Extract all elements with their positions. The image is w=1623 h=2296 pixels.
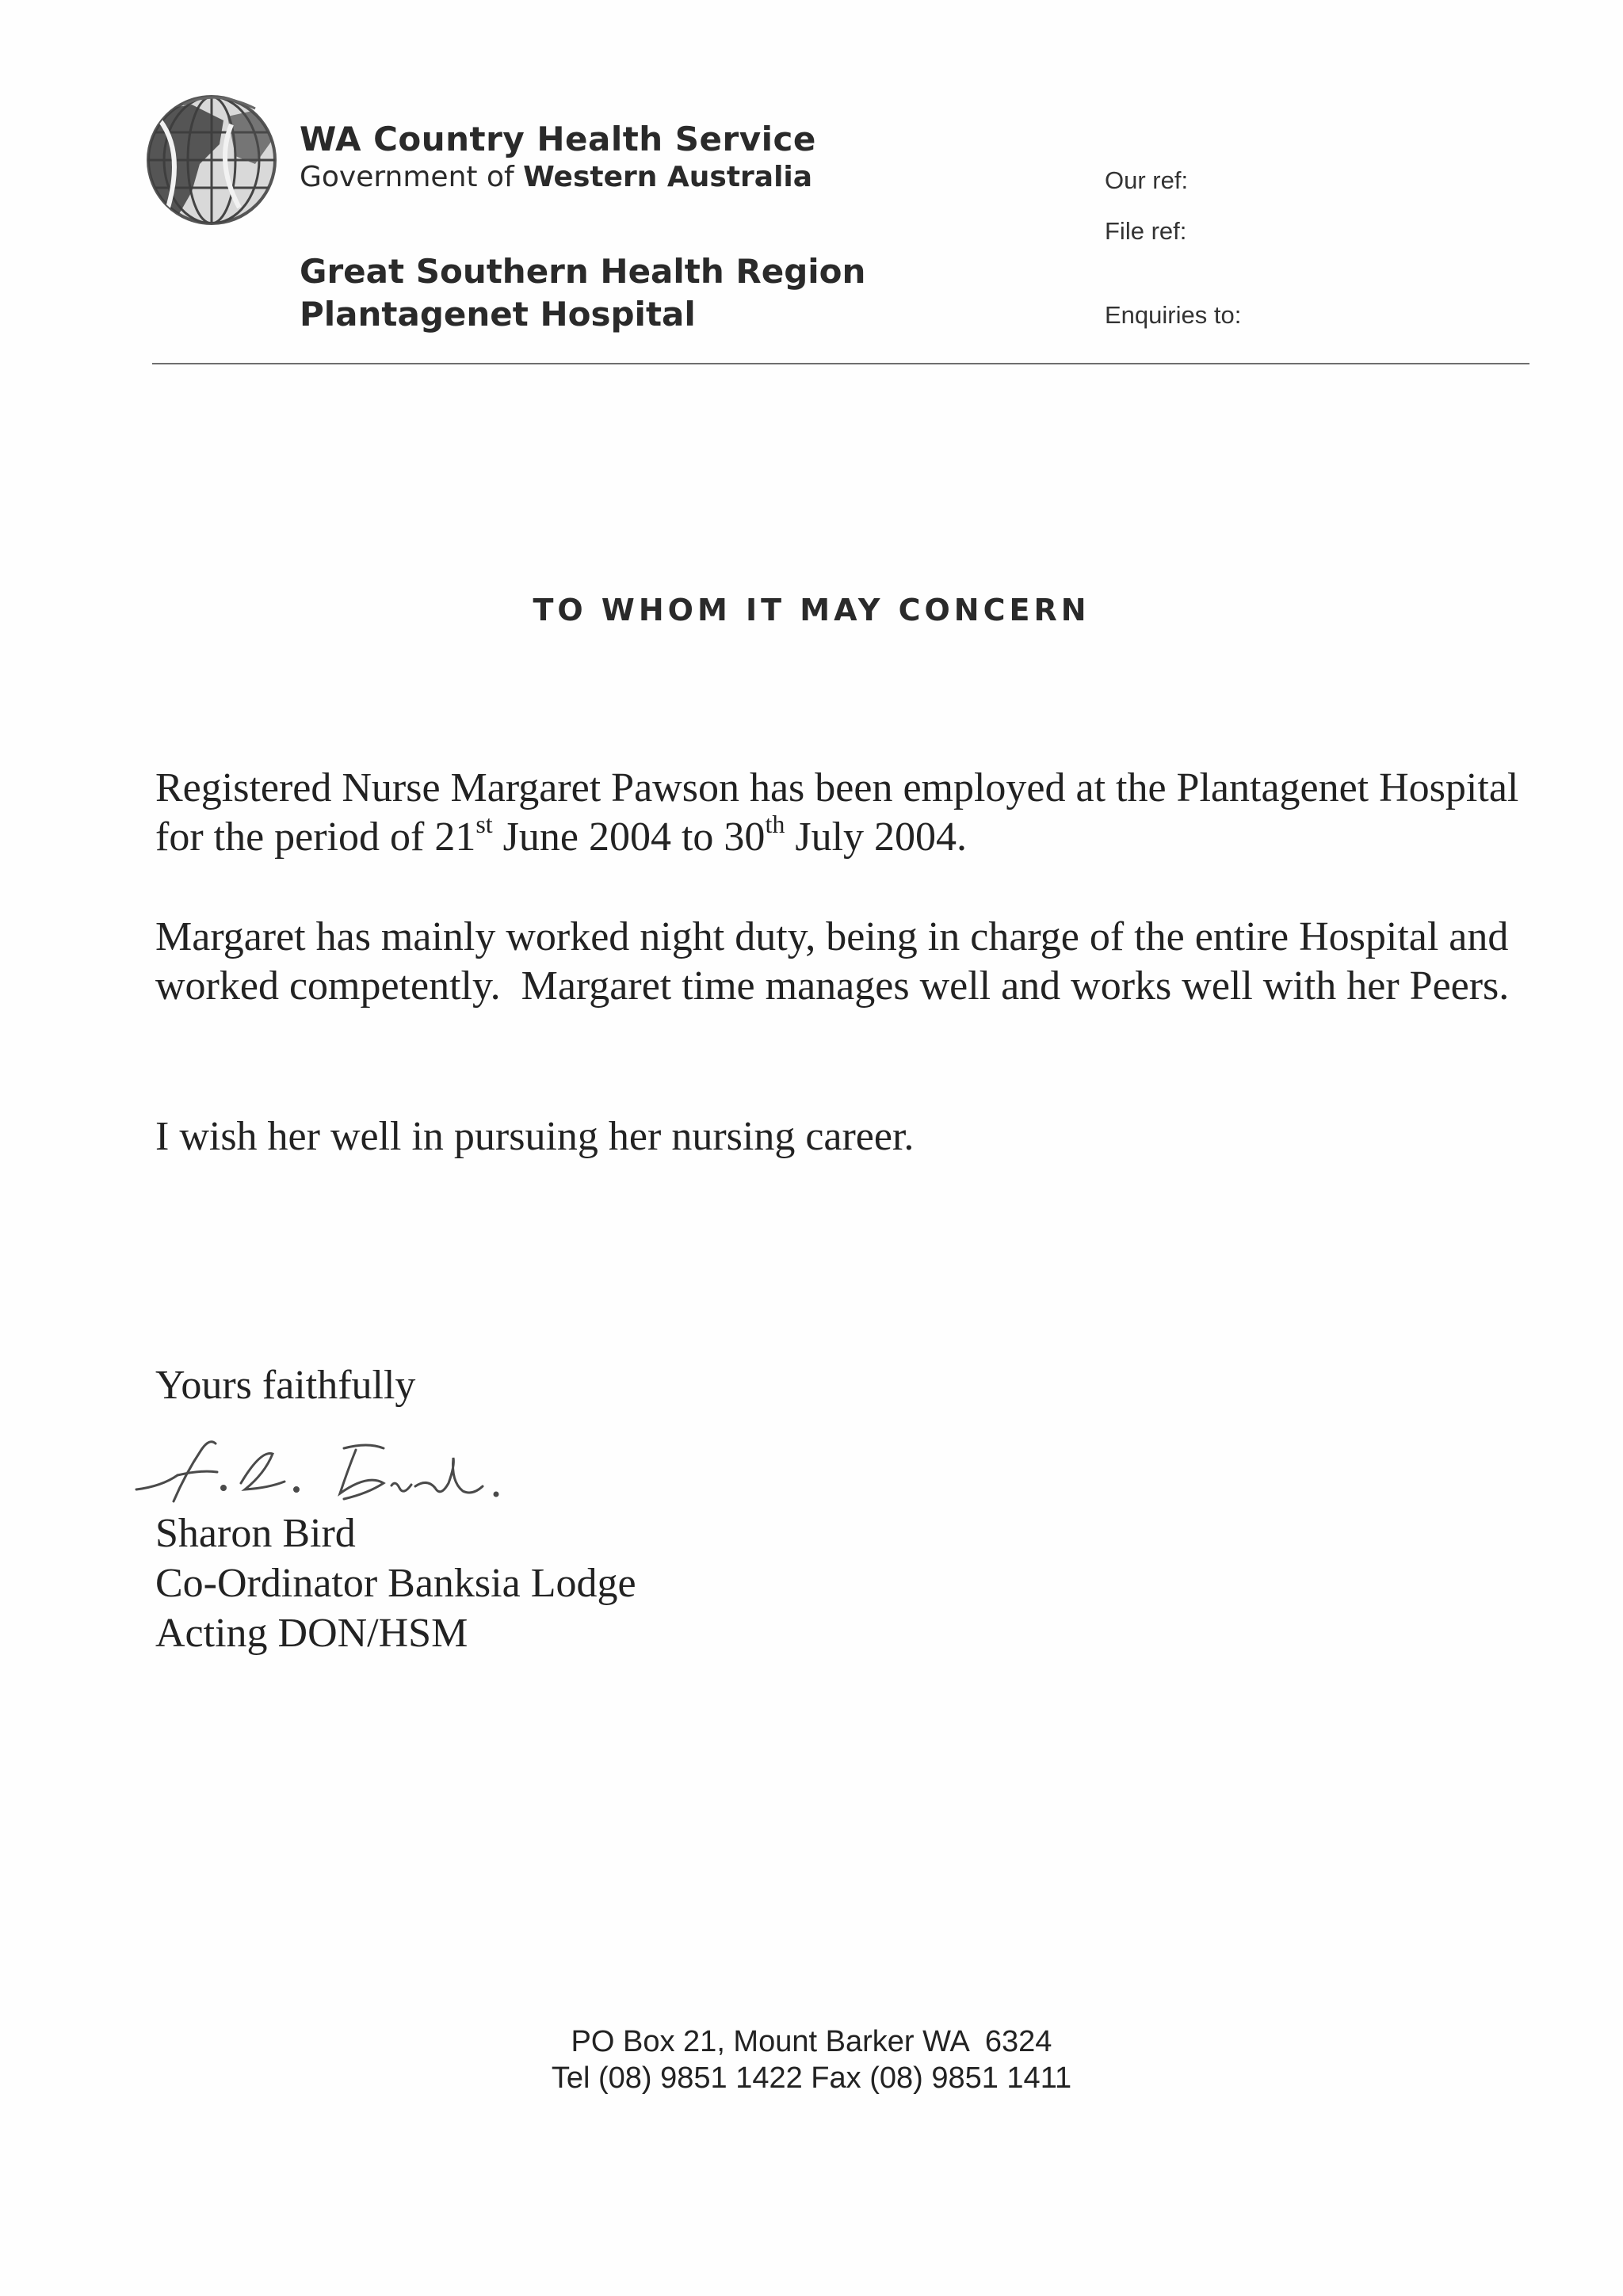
- paragraph-employment: [155, 764, 1550, 862]
- organization-block: [300, 119, 816, 195]
- paragraph-wishes: I wish her well in pursuing her nursing career.: [155, 1114, 915, 1159]
- region-block: [300, 250, 865, 336]
- signatory-name: Sharon Bird: [155, 1511, 356, 1556]
- signatory-role: Acting DON/HSM: [155, 1611, 468, 1656]
- footer-address: PO Box 21, Mount Barker WA 6324: [571, 2025, 1052, 2058]
- paragraph-performance: Margaret has mainly worked night duty, being in charge of the entire Hospital and worked competently. Margaret time manages well and works well with her Peers.: [155, 914, 1519, 1009]
- signatory-title: Co-Ordinator Banksia Lodge: [155, 1561, 636, 1606]
- enquiries-label: Enquiries to:: [1105, 301, 1242, 329]
- salutation-heading: TO WHOM IT MAY CONCERN: [533, 593, 1090, 627]
- paragraph-employment-lead: Registered Nurse Margaret Pawson has been employed at the Plantagenet Hospital for the period of 21: [155, 765, 1519, 860]
- paragraph-employment-tail: July 2004.: [785, 814, 968, 860]
- ordinal-suffix-start: st: [475, 809, 493, 838]
- ordinal-suffix-end: th: [765, 809, 785, 838]
- government-state: Western Australia: [523, 161, 813, 193]
- footer-phone-fax: Tel (08) 9851 1422 Fax (08) 9851 1411: [551, 2061, 1072, 2095]
- our-ref-label: Our ref:: [1105, 166, 1189, 194]
- closing-line: Yours faithfully: [155, 1363, 416, 1408]
- signatory-block: [155, 1508, 636, 1658]
- hospital-name: Plantagenet Hospital: [300, 295, 696, 334]
- organization-name: WA Country Health Service: [300, 120, 816, 158]
- footer-contact: [0, 2023, 1623, 2096]
- region-name: Great Southern Health Region: [300, 252, 866, 291]
- government-prefix: Government of: [300, 161, 514, 193]
- handwritten-signature: [130, 1426, 502, 1513]
- paragraph-employment-mid: June 2004 to 30: [492, 814, 766, 860]
- globe-map-icon: [136, 89, 287, 231]
- file-ref-label: File ref:: [1105, 217, 1187, 245]
- header-divider: [152, 363, 1529, 364]
- government-line: [300, 160, 816, 195]
